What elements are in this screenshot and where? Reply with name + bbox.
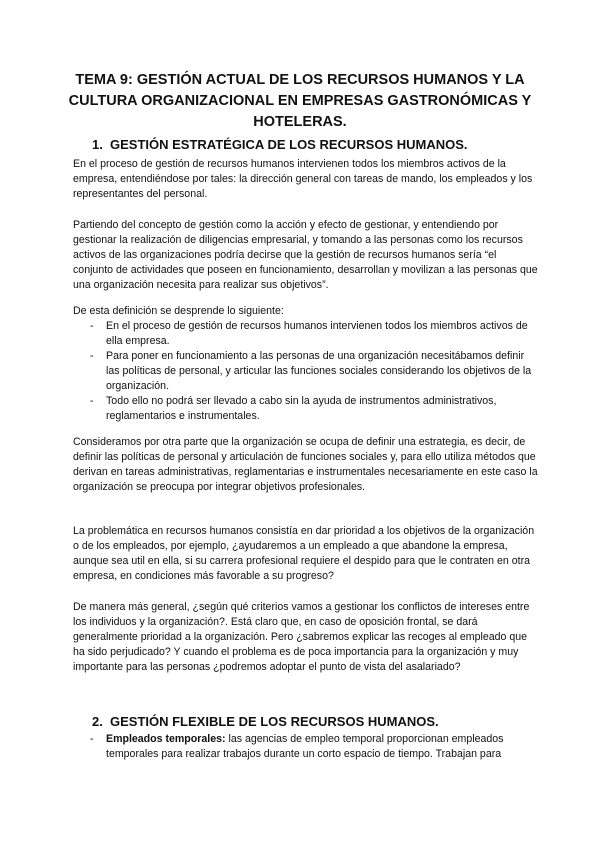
bullet-dash: - xyxy=(90,350,94,362)
paragraph: Partiendo del concepto de gestión como la acción y efecto de gestionar, y entendiendo por gestionar la realización de diligencias empresarial, y tomando a las personas como los recursos activos de las organizaciones podría decirse que la gestión de recursos humanos sería “el conjunto de actividades que poseen en funcionamiento, desarrollan y movilizan a las personas que una organización necesita para realizar sus objetivos”. xyxy=(73,219,538,291)
list-item xyxy=(73,732,539,762)
section-2-heading-text: GESTIÓN FLEXIBLE DE LOS RECURSOS HUMANOS. xyxy=(110,714,439,729)
document-title: TEMA 9: GESTIÓN ACTUAL DE LOS RECURSOS HUMANOS Y LA CULTURA ORGANIZACIONAL EN EMPRESAS GASTRONÓMICAS Y HOTELERAS. xyxy=(68,72,532,130)
section-1-heading-text: GESTIÓN ESTRATÉGICA DE LOS RECURSOS HUMANOS. xyxy=(110,137,468,152)
bullet-dash: - xyxy=(90,320,94,332)
section-1-heading xyxy=(92,137,468,153)
bullet-dash: - xyxy=(90,733,94,745)
list-item xyxy=(73,349,539,394)
list-item-term: Empleados temporales: xyxy=(106,733,226,745)
list-item xyxy=(73,319,539,349)
section-2-heading xyxy=(92,714,439,730)
definition-list xyxy=(73,319,539,424)
paragraph: De esta definición se desprende lo siguiente: xyxy=(73,305,284,317)
section-2-number: 2. xyxy=(92,714,103,729)
list-item-text: En el proceso de gestión de recursos humanos intervienen todos los miembros activos de ella empresa. xyxy=(106,320,528,347)
paragraph: La problemática en recursos humanos consistía en dar prioridad a los objetivos de la organización o de los empleados, por ejemplo, ¿ayudaremos a un empleado a que abandone la empresa, aunque sea util en ella, si su carrera profesional requiere el despido para que le contraten en otra empresa, en condiciones más favorable a su progreso? xyxy=(73,525,535,582)
flexible-list xyxy=(73,732,539,762)
list-item-text: Todo ello no podrá ser llevado a cabo sin la ayuda de instrumentos administrativos, reglamentarios e instrumentales. xyxy=(106,395,497,422)
list-item-text: las agencias de empleo temporal proporcionan empleados temporales para realizar trabajos durante un corto espacio de tiempo. Trabajan para xyxy=(106,733,504,760)
bullet-dash: - xyxy=(90,395,94,407)
list-item-text: Para poner en funcionamiento a las personas de una organización necesitábamos definir las políticas de personal, y articular las funciones sociales considerando los objetivos de la organización. xyxy=(106,350,532,392)
section-1-number: 1. xyxy=(92,137,103,152)
list-item xyxy=(73,394,539,424)
paragraph: Consideramos por otra parte que la organización se ocupa de definir una estrategia, es decir, de definir las políticas de personal y articulación de funciones sociales y, para ello utiliza métodos que derivan en tareas administrativas, reglamentarias e instrumentales necesariamente en este caso la organización se preocupa por integrar objetivos profesionales. xyxy=(73,436,538,493)
paragraph: En el proceso de gestión de recursos humanos intervienen todos los miembros activos de la empresa, entendiéndose por tales: la dirección general con tareas de mando, los empleados y los representantes del personal. xyxy=(73,158,533,200)
paragraph: De manera más general, ¿según qué criterios vamos a gestionar los conflictos de intereses entre los individuos y la organización?. Está claro que, en caso de oposición frontal, se dará generalmente prioridad a la organización. Pero ¿sabremos explicar las recoges al empleado que ha sido perjudicado? Y cuando el problema es de poca importancia para la organización y muy importante para las personas ¿podremos adoptar el punto de vista del asalariado? xyxy=(73,601,530,673)
